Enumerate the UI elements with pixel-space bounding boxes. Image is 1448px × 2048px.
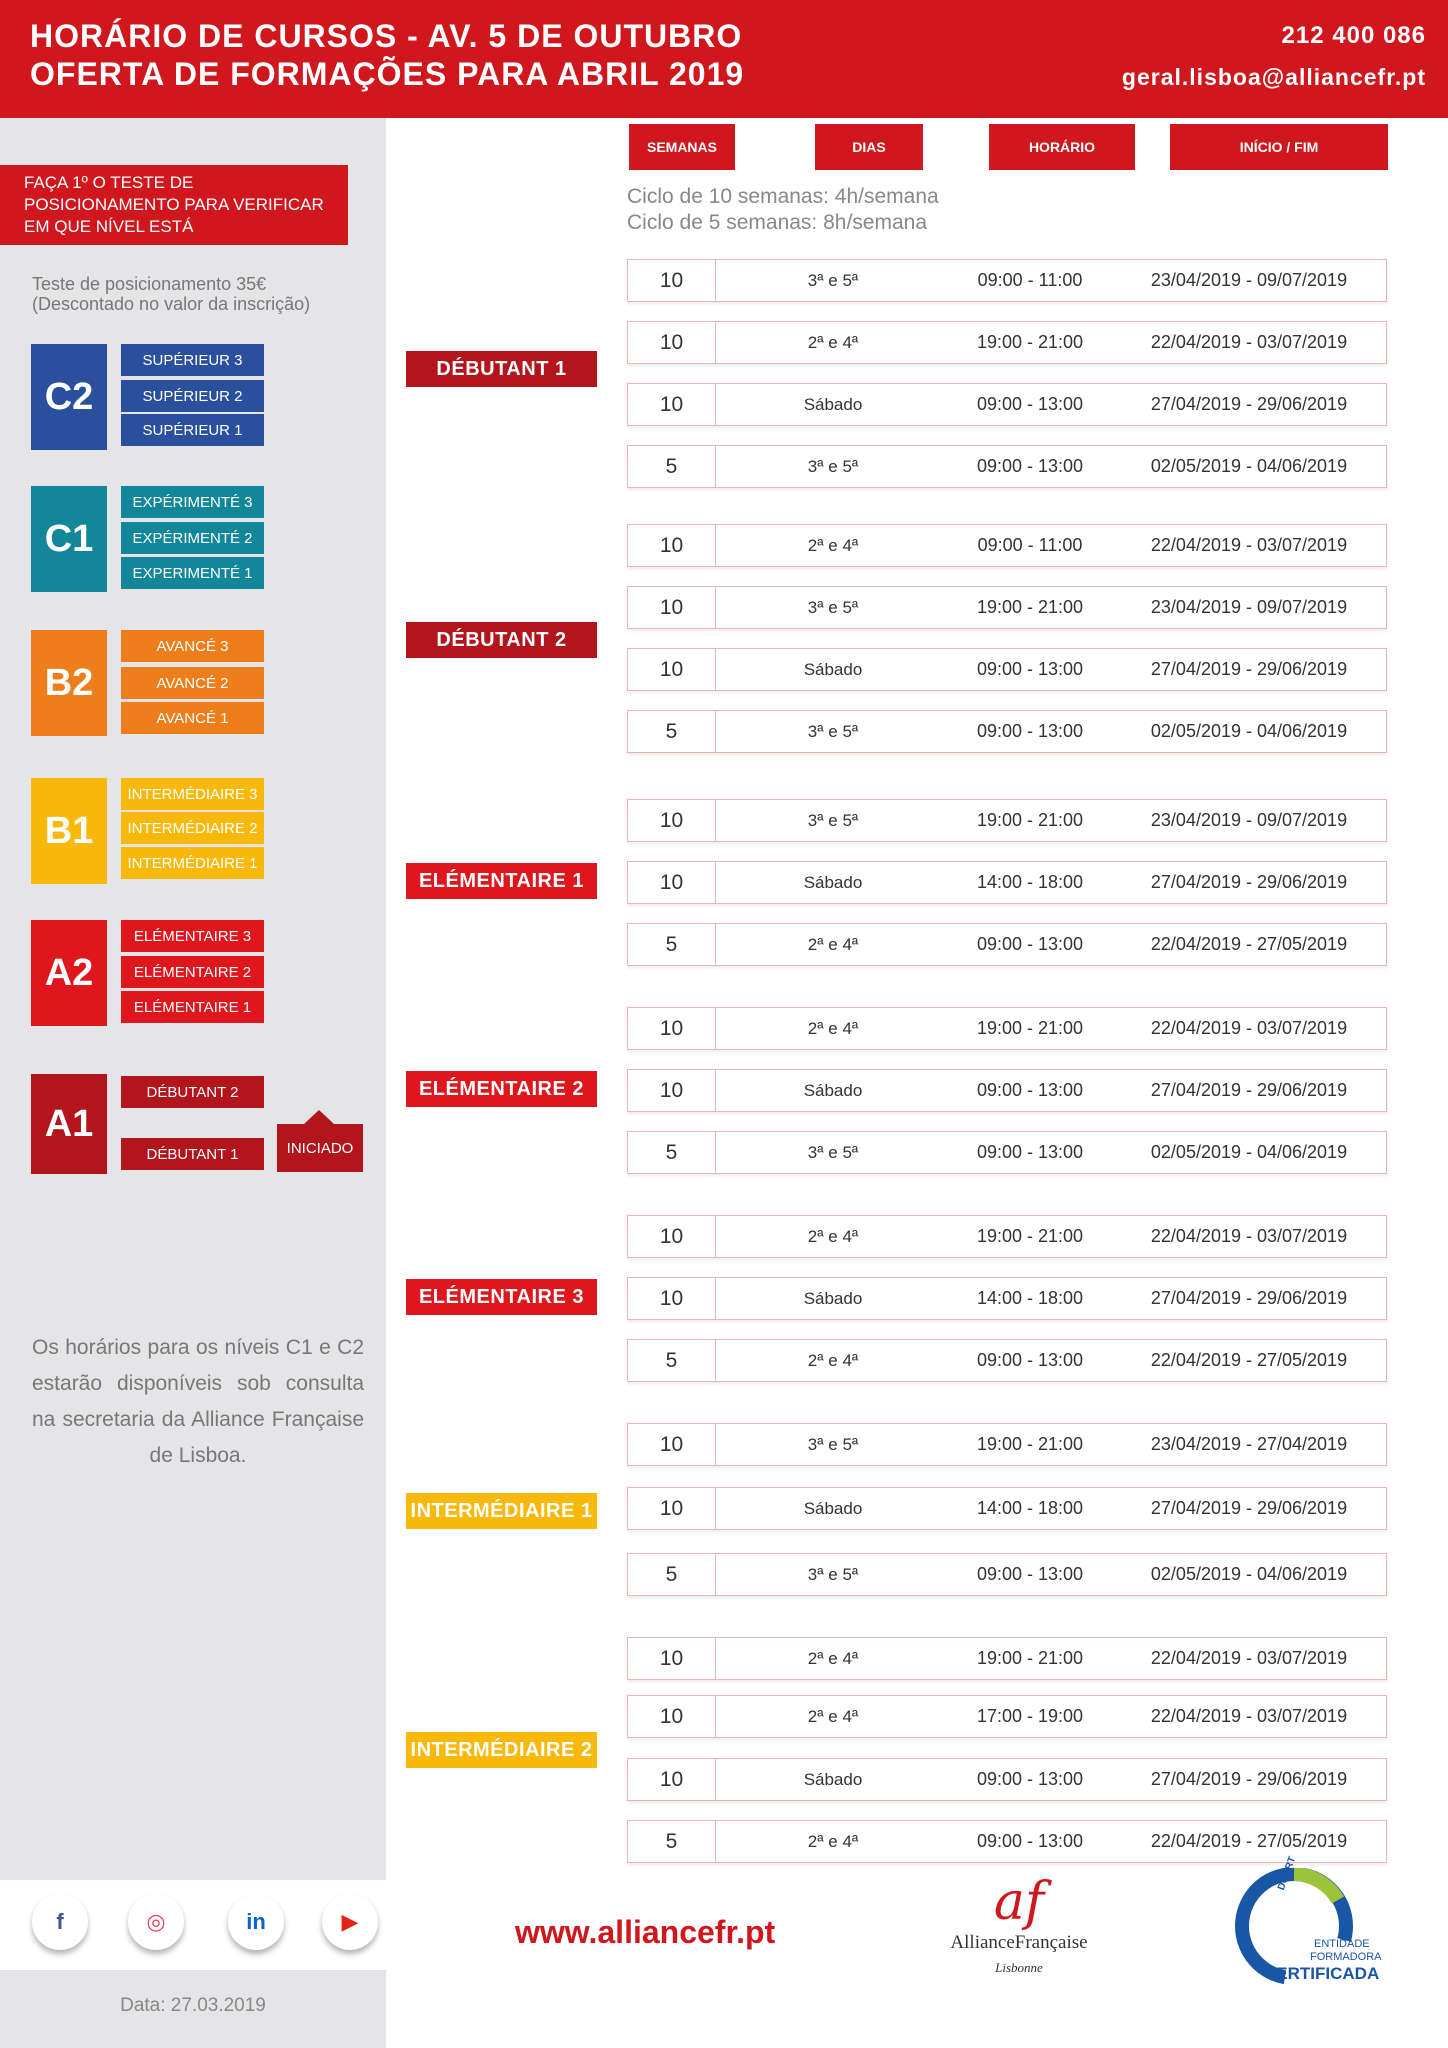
schedule-cell-period: 23/04/2019 - 09/07/2019 (1150, 597, 1348, 617)
schedule-cell-period: 22/04/2019 - 03/07/2019 (1150, 1018, 1348, 1038)
schedule-cell-days: 3ª e 5ª (807, 1564, 859, 1584)
c1-c2-note: Os horários para os níveis C1 e C2 estarão disponíveis sob consulta na secretaria da Alliance Française de Lisboa. (32, 1336, 364, 1467)
schedule-cell-time: 17:00 - 19:00 (976, 1706, 1084, 1726)
level-sub-c2-1: SUPÉRIEUR 3 (121, 344, 264, 376)
instagram-icon[interactable]: ◎ (128, 1894, 184, 1950)
document-date: Data: 27.03.2019 (120, 1995, 266, 2016)
schedule-cell-weeks: 10 (628, 1216, 716, 1257)
schedule-cell-weeks: 10 (628, 322, 716, 363)
schedule-cell-days: 2ª e 4ª (807, 535, 859, 555)
schedule-cell-period: 22/04/2019 - 27/05/2019 (1150, 934, 1348, 954)
schedule-row (627, 1820, 1387, 1863)
schedule-cell-time: 09:00 - 13:00 (976, 456, 1084, 476)
schedule-cell-weeks: 5 (628, 1821, 716, 1862)
cert-line3: CERTIFICADA (1264, 1964, 1380, 1983)
schedule-cell-period: 02/05/2019 - 04/06/2019 (1150, 1142, 1348, 1162)
schedule-cell-days: 2ª e 4ª (807, 934, 859, 954)
schedule-cell-time: 14:00 - 18:00 (976, 872, 1084, 892)
schedule-cell-time: 19:00 - 21:00 (976, 332, 1084, 352)
level-badge-b1: B1 (31, 778, 107, 884)
schedule-cell-weeks: 5 (628, 446, 716, 487)
schedule-cell-days: 2ª e 4ª (807, 1706, 859, 1726)
schedule-cell-time: 14:00 - 18:00 (976, 1288, 1084, 1308)
schedule-cell-time: 09:00 - 13:00 (976, 1142, 1084, 1162)
course-label: INTERMÉDIAIRE 2 (406, 1732, 597, 1768)
schedule-cell-period: 27/04/2019 - 29/06/2019 (1150, 872, 1348, 892)
schedule-cell-time: 19:00 - 21:00 (976, 1648, 1084, 1668)
cycle-info (627, 184, 939, 236)
schedule-cell-time: 14:00 - 18:00 (976, 1498, 1084, 1518)
schedule-cell-weeks: 10 (628, 1070, 716, 1111)
schedule-row (627, 1423, 1387, 1466)
schedule-cell-weeks: 5 (628, 924, 716, 965)
schedule-row (627, 1695, 1387, 1738)
cert-line1: ENTIDADE (1314, 1938, 1370, 1950)
schedule-row (627, 445, 1387, 488)
schedule-cell-weeks: 10 (628, 649, 716, 690)
placement-test-box: FAÇA 1º O TESTE DE POSICIONAMENTO PARA VERIFICAR EM QUE NÍVEL ESTÁ (0, 165, 348, 245)
cycle-5-weeks: Ciclo de 5 semanas: 8h/semana (627, 211, 927, 234)
level-sub-b1-1: INTERMÉDIAIRE 3 (121, 778, 264, 810)
dgert-certification-logo (1228, 1855, 1398, 1984)
level-sub-b2-2: AVANCÉ 2 (121, 667, 264, 699)
header-phone: 212 400 086 (1281, 22, 1426, 49)
schedule-cell-time: 09:00 - 13:00 (976, 1080, 1084, 1100)
schedule-cell-time: 19:00 - 21:00 (976, 597, 1084, 617)
level-badge-c1: C1 (31, 486, 107, 592)
alliance-francaise-logo (944, 1872, 1094, 1976)
schedule-row (627, 1007, 1387, 1050)
schedule-cell-days: Sábado (803, 659, 863, 679)
schedule-cell-period: 27/04/2019 - 29/06/2019 (1150, 394, 1348, 414)
youtube-icon[interactable]: ▶ (322, 1894, 378, 1950)
schedule-cell-period: 27/04/2019 - 29/06/2019 (1150, 1498, 1348, 1518)
placement-test-price: Teste de posicionamento 35€ (32, 274, 267, 294)
website-link[interactable]: www.alliancefr.pt (515, 1914, 776, 1950)
af-city: Lisbonne (995, 1960, 1043, 1975)
iniciado-label: INICIADO (277, 1124, 363, 1172)
facebook-icon[interactable]: f (32, 1894, 88, 1950)
schedule-cell-weeks: 10 (628, 1008, 716, 1049)
level-sub-b2-3: AVANCÉ 1 (121, 702, 264, 734)
schedule-cell-time: 09:00 - 11:00 (977, 270, 1083, 290)
schedule-cell-time: 19:00 - 21:00 (976, 1018, 1084, 1038)
schedule-cell-period: 22/04/2019 - 03/07/2019 (1150, 1226, 1348, 1246)
schedule-cell-period: 22/04/2019 - 03/07/2019 (1150, 535, 1348, 555)
column-header-time: HORÁRIO (989, 124, 1135, 170)
schedule-cell-period: 22/04/2019 - 03/07/2019 (1150, 1648, 1348, 1668)
schedule-cell-days: 2ª e 4ª (807, 1648, 859, 1668)
schedule-cell-weeks: 10 (628, 800, 716, 841)
schedule-cell-weeks: 5 (628, 711, 716, 752)
schedule-cell-days: 3ª e 5ª (807, 1434, 859, 1454)
af-mark: af (993, 1872, 1045, 1932)
schedule-row (627, 1339, 1387, 1382)
schedule-row (627, 648, 1387, 691)
schedule-cell-days: Sábado (803, 394, 863, 414)
schedule-cell-time: 09:00 - 13:00 (976, 934, 1084, 954)
schedule-cell-days: 3ª e 5ª (807, 721, 859, 741)
cert-line2: FORMADORA (1310, 1951, 1382, 1963)
schedule-row (627, 1277, 1387, 1320)
course-label: INTERMÉDIAIRE 1 (406, 1493, 597, 1529)
schedule-cell-period: 27/04/2019 - 29/06/2019 (1150, 1769, 1348, 1789)
schedule-cell-weeks: 10 (628, 1696, 716, 1737)
schedule-cell-period: 22/04/2019 - 03/07/2019 (1150, 1706, 1348, 1726)
column-header-weeks: SEMANAS (629, 124, 735, 170)
level-sub-a2-2: ELÉMENTAIRE 2 (121, 956, 264, 988)
level-sub-b1-3: INTERMÉDIAIRE 1 (121, 847, 264, 879)
schedule-row (627, 799, 1387, 842)
level-badge-c2: C2 (31, 344, 107, 450)
schedule-cell-time: 19:00 - 21:00 (976, 1434, 1084, 1454)
course-label: DÉBUTANT 1 (406, 351, 597, 387)
schedule-row (627, 1637, 1387, 1680)
schedule-cell-time: 09:00 - 13:00 (976, 1769, 1084, 1789)
schedule-cell-period: 27/04/2019 - 29/06/2019 (1150, 659, 1348, 679)
cert-dgert: DGERT (1276, 1855, 1299, 1892)
level-sub-b2-1: AVANCÉ 3 (121, 630, 264, 662)
linkedin-icon[interactable]: in (228, 1894, 284, 1950)
schedule-cell-weeks: 10 (628, 1759, 716, 1800)
schedule-cell-time: 09:00 - 13:00 (976, 1350, 1084, 1370)
level-sub-a2-3: ELÉMENTAIRE 1 (121, 991, 264, 1023)
column-header-days: DIAS (815, 124, 923, 170)
schedule-cell-weeks: 10 (628, 260, 716, 301)
course-label: ELÉMENTAIRE 1 (406, 863, 597, 899)
level-badge-a2: A2 (31, 920, 107, 1026)
schedule-cell-period: 02/05/2019 - 04/06/2019 (1150, 721, 1348, 741)
page-header (0, 0, 1448, 118)
schedule-row (627, 1553, 1387, 1596)
schedule-cell-period: 22/04/2019 - 27/05/2019 (1150, 1350, 1348, 1370)
schedule-cell-days: 3ª e 5ª (807, 1142, 859, 1162)
schedule-cell-time: 19:00 - 21:00 (976, 1226, 1084, 1246)
level-sub-b1-2: INTERMÉDIAIRE 2 (121, 812, 264, 844)
level-sub-c2-2: SUPÉRIEUR 2 (121, 380, 264, 412)
schedule-cell-days: 2ª e 4ª (807, 1831, 859, 1851)
schedule-row (627, 923, 1387, 966)
schedule-cell-weeks: 10 (628, 1424, 716, 1465)
schedule-cell-days: Sábado (803, 1498, 863, 1518)
placement-test-note: (Descontado no valor da inscrição) (32, 294, 311, 314)
schedule-row (627, 586, 1387, 629)
schedule-cell-days: 3ª e 5ª (807, 597, 859, 617)
course-label: ELÉMENTAIRE 2 (406, 1071, 597, 1107)
schedule-cell-period: 02/05/2019 - 04/06/2019 (1150, 1564, 1348, 1584)
course-label: ELÉMENTAIRE 3 (406, 1279, 597, 1315)
schedule-cell-period: 22/04/2019 - 03/07/2019 (1150, 332, 1348, 352)
schedule-row (627, 383, 1387, 426)
level-badge-b2: B2 (31, 630, 107, 736)
cycle-10-weeks: Ciclo de 10 semanas: 4h/semana (627, 185, 939, 208)
schedule-cell-weeks: 10 (628, 525, 716, 566)
schedule-row (627, 1131, 1387, 1174)
schedule-cell-time: 19:00 - 21:00 (976, 810, 1084, 830)
level-sub-c1-1: EXPÉRIMENTÉ 3 (121, 486, 264, 518)
schedule-cell-days: 3ª e 5ª (807, 270, 859, 290)
schedule-cell-time: 09:00 - 13:00 (976, 1831, 1084, 1851)
schedule-cell-days: Sábado (803, 872, 863, 892)
level-sub-c2-3: SUPÉRIEUR 1 (121, 414, 264, 446)
header-email: geral.lisboa@alliancefr.pt (1121, 64, 1426, 90)
schedule-cell-period: 23/04/2019 - 09/07/2019 (1150, 270, 1348, 290)
schedule-cell-period: 22/04/2019 - 27/05/2019 (1150, 1831, 1348, 1851)
schedule-cell-time: 09:00 - 11:00 (977, 535, 1083, 555)
schedule-row (627, 861, 1387, 904)
schedule-cell-weeks: 10 (628, 1488, 716, 1529)
course-label: DÉBUTANT 2 (406, 622, 597, 658)
schedule-row (627, 1487, 1387, 1530)
iniciado-arrow (304, 1110, 334, 1124)
placement-test-info (32, 274, 310, 314)
level-sub-a1-1: DÉBUTANT 2 (121, 1076, 264, 1108)
schedule-cell-days: Sábado (803, 1080, 863, 1100)
schedule-cell-weeks: 5 (628, 1554, 716, 1595)
schedule-cell-weeks: 10 (628, 862, 716, 903)
schedule-cell-weeks: 10 (628, 384, 716, 425)
schedule-cell-period: 27/04/2019 - 29/06/2019 (1150, 1080, 1348, 1100)
schedule-row (627, 1758, 1387, 1801)
schedule-cell-time: 09:00 - 13:00 (976, 659, 1084, 679)
schedule-cell-days: 3ª e 5ª (807, 810, 859, 830)
schedule-cell-period: 02/05/2019 - 04/06/2019 (1150, 456, 1348, 476)
schedule-cell-days: 2ª e 4ª (807, 1018, 859, 1038)
schedule-cell-days: 2ª e 4ª (807, 332, 859, 352)
schedule-cell-weeks: 10 (628, 587, 716, 628)
schedule-cell-days: Sábado (803, 1288, 863, 1308)
level-sub-c1-2: EXPÉRIMENTÉ 2 (121, 522, 264, 554)
schedule-row (627, 1215, 1387, 1258)
level-sub-a2-1: ELÉMENTAIRE 3 (121, 920, 264, 952)
schedule-cell-days: 2ª e 4ª (807, 1350, 859, 1370)
level-sub-c1-3: EXPERIMENTÉ 1 (121, 557, 264, 589)
schedule-cell-time: 09:00 - 13:00 (976, 721, 1084, 741)
level-badge-a1: A1 (31, 1074, 107, 1174)
schedule-cell-period: 23/04/2019 - 09/07/2019 (1150, 810, 1348, 830)
schedule-row (627, 259, 1387, 302)
schedule-cell-days: 3ª e 5ª (807, 456, 859, 476)
schedule-row (627, 1069, 1387, 1112)
schedule-cell-weeks: 10 (628, 1278, 716, 1319)
header-title-line2: OFERTA DE FORMAÇÕES PARA ABRIL 2019 (30, 56, 745, 92)
schedule-row (627, 524, 1387, 567)
column-header-period: INÍCIO / FIM (1170, 124, 1388, 170)
level-sub-a1-2: DÉBUTANT 1 (121, 1138, 264, 1170)
schedule-cell-weeks: 10 (628, 1638, 716, 1679)
schedule-cell-time: 09:00 - 13:00 (976, 394, 1084, 414)
schedule-cell-weeks: 5 (628, 1132, 716, 1173)
af-name: AllianceFrançaise (950, 1932, 1088, 1953)
header-title-line1: HORÁRIO DE CURSOS - AV. 5 DE OUTUBRO (30, 18, 743, 54)
schedule-cell-period: 23/04/2019 - 27/04/2019 (1150, 1434, 1348, 1454)
schedule-cell-time: 09:00 - 13:00 (976, 1564, 1084, 1584)
schedule-cell-days: Sábado (803, 1769, 863, 1789)
schedule-row (627, 710, 1387, 753)
schedule-row (627, 321, 1387, 364)
schedule-cell-days: 2ª e 4ª (807, 1226, 859, 1246)
schedule-cell-weeks: 5 (628, 1340, 716, 1381)
schedule-cell-period: 27/04/2019 - 29/06/2019 (1150, 1288, 1348, 1308)
